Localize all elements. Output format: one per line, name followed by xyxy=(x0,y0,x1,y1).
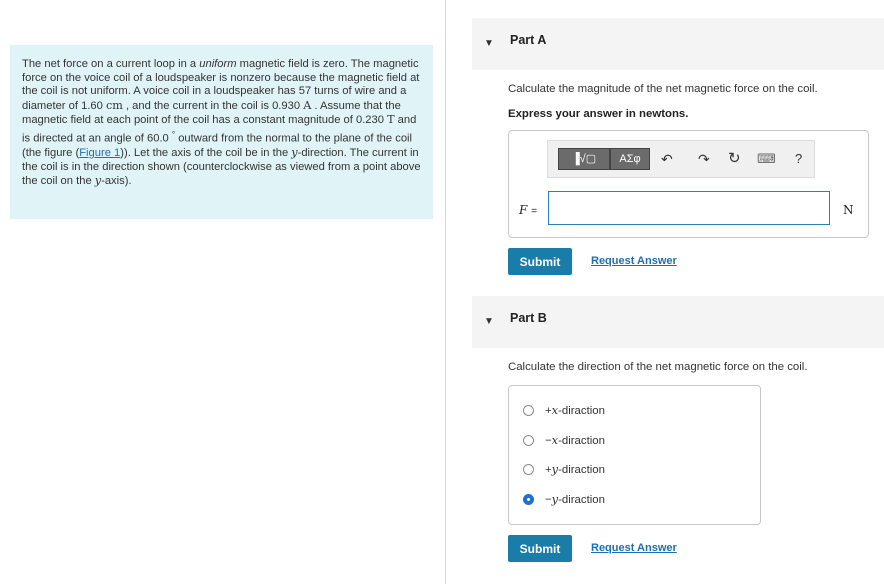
part-b-header[interactable] xyxy=(472,296,884,348)
radio-button[interactable] xyxy=(523,405,534,416)
keyboard-icon[interactable]: ⌨ xyxy=(757,151,776,166)
part-a-title: Part A xyxy=(510,33,547,47)
unit-label: N xyxy=(843,203,854,217)
part-b-title: Part B xyxy=(510,311,547,325)
caret-down-icon: ▼ xyxy=(484,38,494,49)
redo-icon[interactable]: ↷ xyxy=(698,151,710,167)
templates-button[interactable]: ▐√▢ xyxy=(558,148,610,170)
problem-statement: The net force on a current loop in a uniform magnetic field is zero. The magnetic force on the voice coil of a loudspeaker is nonzero because the magnetic field at the coil is not uniform. A voice coil in a loudspeaker has 57 turns of wire and a diameter of 1.60 cm , and the current in the coil is 0.930 A . Assume that the magnetic field at each point of the coil has a constant magnitude of 0.230 T and is directed at an angle of 60.0 ° outward from the normal to the plane of the coil (the figure (Figure 1)). Let the axis of the coil be in the y-direction. The current in the coil is in the direction shown (counterclockwise as viewed from a point above the coil on the y-axis). xyxy=(10,45,433,219)
part-a-request-answer-link[interactable]: Request Answer xyxy=(591,255,677,267)
radio-button-selected[interactable] xyxy=(523,494,534,505)
undo-icon[interactable]: ↶ xyxy=(661,151,673,167)
part-b-prompt: Calculate the direction of the net magnetic force on the coil. xyxy=(508,361,808,373)
part-a-instruction: Express your answer in newtons. xyxy=(508,108,689,120)
radio-button[interactable] xyxy=(523,435,534,446)
answer-input[interactable] xyxy=(548,191,830,225)
reset-icon[interactable]: ↻ xyxy=(728,150,741,167)
figure-1-link[interactable]: Figure 1 xyxy=(79,147,121,160)
part-b-submit-button[interactable]: Submit xyxy=(508,535,572,562)
caret-down-icon: ▼ xyxy=(484,316,494,327)
radio-button[interactable] xyxy=(523,464,534,475)
option-plus-x[interactable]: +x-diraction xyxy=(523,402,605,418)
option-minus-x[interactable]: −x-diraction xyxy=(523,432,605,448)
option-minus-y[interactable]: −y-diraction xyxy=(523,491,605,507)
option-plus-y[interactable]: +y-diraction xyxy=(523,461,605,477)
math-toolbar xyxy=(547,140,815,178)
part-a-header[interactable] xyxy=(472,18,884,70)
column-divider xyxy=(445,0,446,584)
part-a-prompt: Calculate the magnitude of the net magnetic force on the coil. xyxy=(508,83,818,95)
part-b-request-answer-link[interactable]: Request Answer xyxy=(591,542,677,554)
variable-label: F = xyxy=(519,203,537,217)
help-icon[interactable]: ? xyxy=(795,151,803,166)
part-a-submit-button[interactable]: Submit xyxy=(508,248,572,275)
greek-symbols-button[interactable]: ΑΣφ xyxy=(610,148,650,170)
